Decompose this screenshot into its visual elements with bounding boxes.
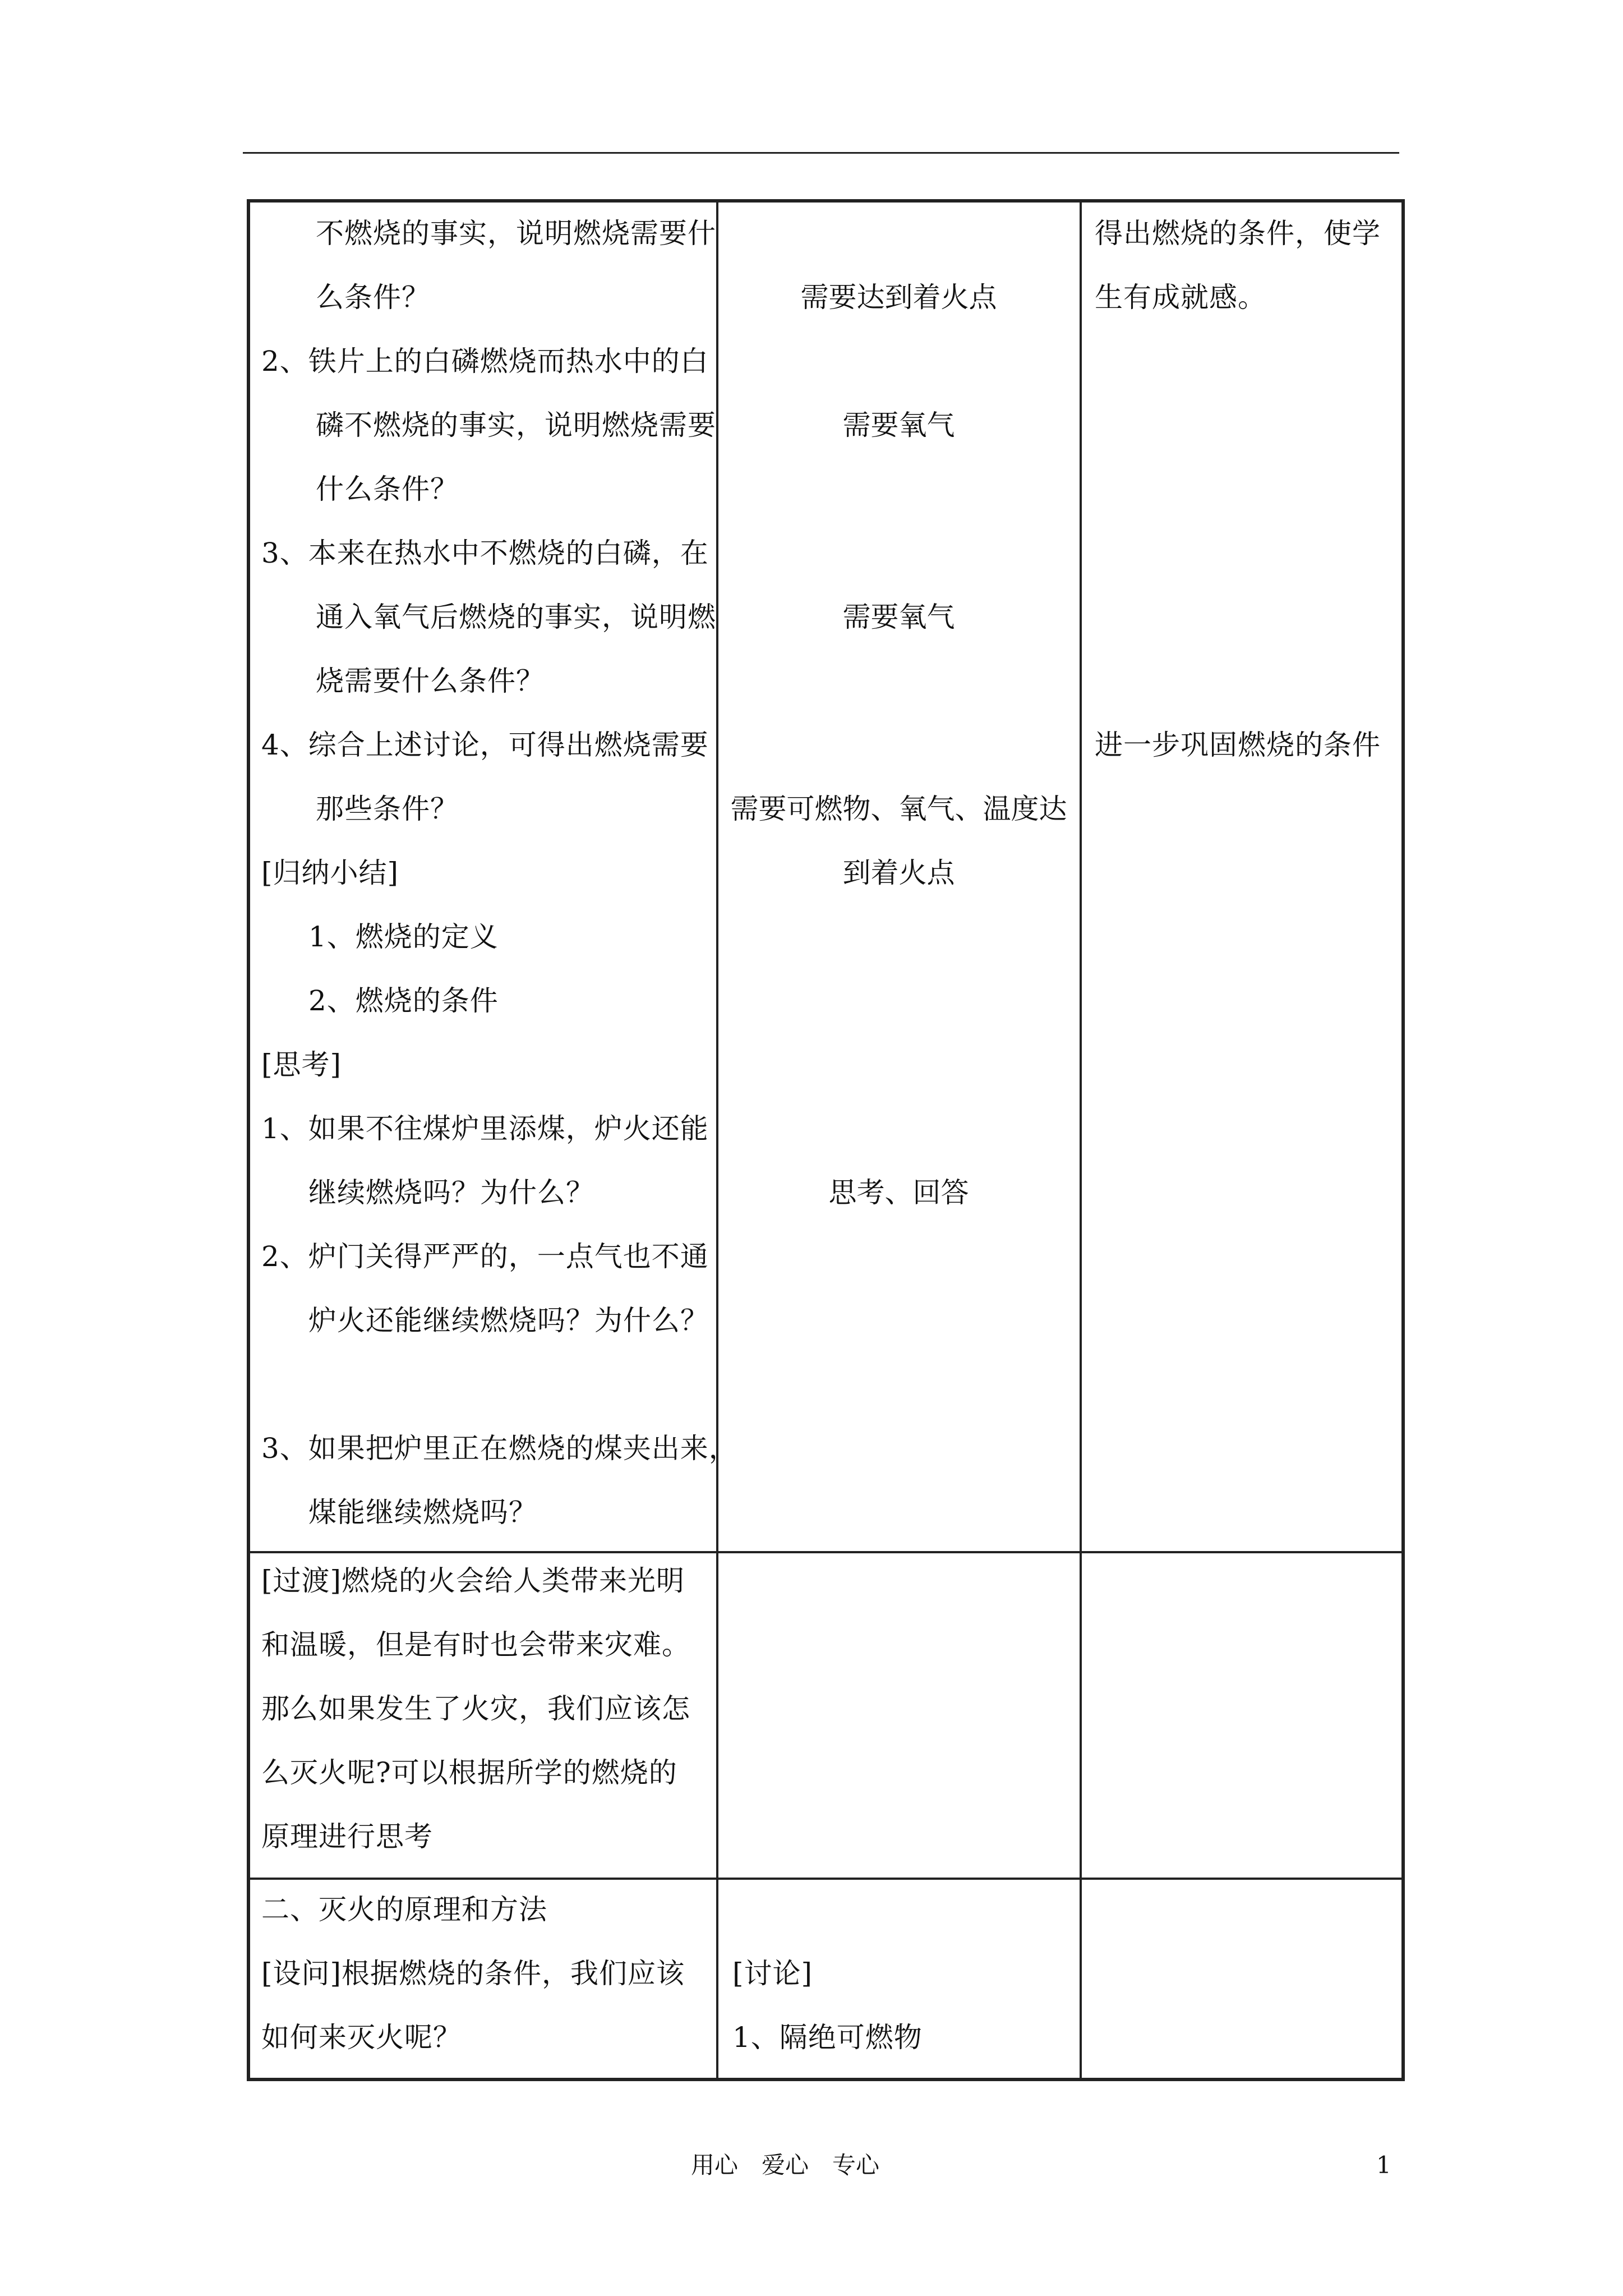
transition-line: 原理进行思考 [261, 1820, 433, 1853]
teacher-activity-line: 1、燃烧的定义 [308, 921, 499, 953]
student-activity: 需要可燃物、氧气、温度达 [730, 793, 1067, 825]
section-label: [归纳小结] [261, 857, 399, 889]
teacher-activity-line: 继续燃烧吗？为什么？ [308, 1176, 594, 1209]
student-activity: 到着火点 [842, 857, 955, 889]
footer-motto: 用心 爱心 专心 [691, 2151, 880, 2179]
teacher-activity-line: 通入氧气后燃烧的事实，说明燃 [316, 601, 716, 633]
row-divider-2 [247, 1878, 1405, 1880]
teacher-activity-line: 如何来灭火呢？ [261, 2021, 462, 2054]
design-intent: 得出燃烧的条件，使学 [1095, 217, 1381, 250]
teacher-activity-line: 么条件？ [316, 281, 430, 314]
teacher-activity-line: 4、综合上述讨论，可得出燃烧需要 [261, 729, 709, 761]
teacher-activity-line: 不燃烧的事实，说明燃烧需要什 [316, 217, 716, 250]
teacher-activity-line: [设问]根据燃烧的条件，我们应该 [261, 1957, 685, 1990]
teacher-activity-line: 3、本来在热水中不燃烧的白磷，在 [261, 537, 709, 569]
teacher-activity-line: 什么条件？ [316, 473, 459, 505]
transition-line: [过渡]燃烧的火会给人类带来光明 [261, 1565, 685, 1597]
page-number: 1 [1376, 2151, 1391, 2179]
teacher-activity-line: 炉火还能继续燃烧吗？为什么？ [308, 1304, 709, 1337]
row-divider-1 [247, 1551, 1405, 1553]
section-heading: 二、灭火的原理和方法 [261, 1893, 547, 1926]
student-activity: 需要氧气 [842, 601, 955, 633]
column-divider-2 [1080, 199, 1082, 2081]
teacher-activity-line: 2、铁片上的白磷燃烧而热水中的白 [261, 345, 709, 378]
teacher-activity-line: 1、如果不往煤炉里添煤，炉火还能 [261, 1112, 709, 1145]
transition-line: 那么如果发生了火灾，我们应该怎 [261, 1692, 690, 1725]
teacher-activity-line: 烧需要什么条件？ [316, 665, 545, 697]
student-activity: 1、隔绝可燃物 [732, 2021, 923, 2054]
design-intent: 生有成就感。 [1095, 281, 1266, 314]
student-activity: 需要达到着火点 [800, 281, 997, 314]
teacher-activity-line: 煤能继续燃烧吗？ [308, 1496, 537, 1529]
teacher-activity-line: 磷不燃烧的事实，说明燃烧需要 [316, 409, 716, 441]
design-intent: 进一步巩固燃烧的条件 [1095, 729, 1381, 761]
student-activity: 思考、回答 [828, 1176, 969, 1209]
teacher-activity-line: 3、如果把炉里正在燃烧的煤夹出来， [261, 1432, 737, 1465]
section-label: [思考] [261, 1048, 342, 1081]
teacher-activity-line: 2、燃烧的条件 [308, 984, 499, 1017]
teacher-activity-line: 2、炉门关得严严的，一点气也不通 [261, 1240, 709, 1273]
transition-line: 和温暖，但是有时也会带来灾难。 [261, 1628, 690, 1661]
student-activity: 需要氧气 [842, 409, 955, 441]
transition-line: 么灭火呢?可以根据所学的燃烧的 [261, 1756, 677, 1789]
header-rule [243, 152, 1399, 154]
teacher-activity-line: 那些条件？ [316, 793, 459, 825]
column-divider-1 [716, 199, 718, 2081]
section-label: [讨论] [732, 1957, 813, 1990]
